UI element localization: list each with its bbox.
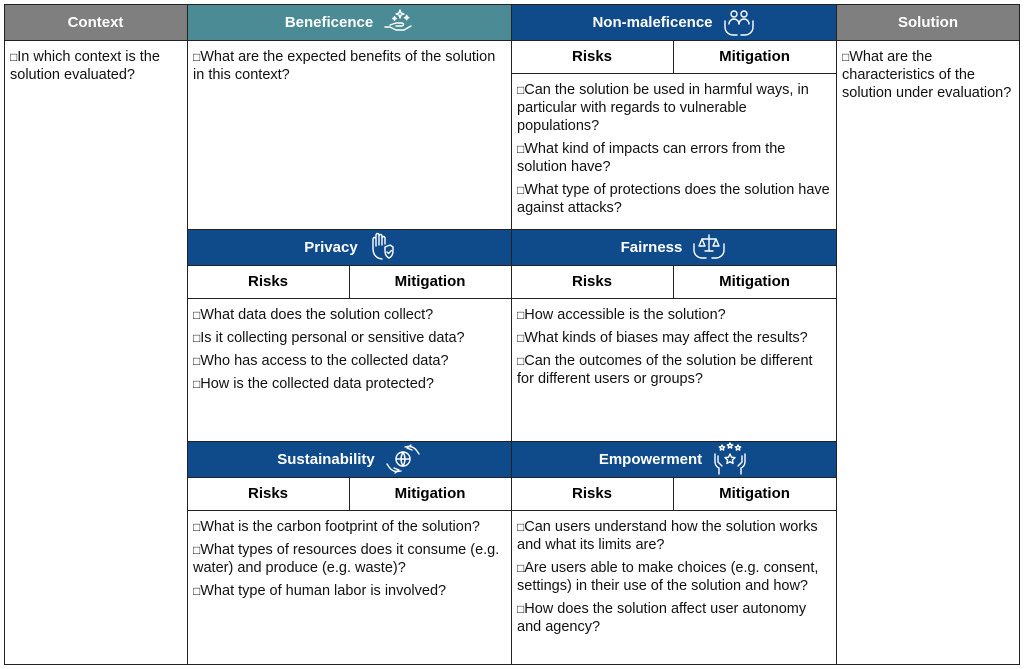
row-divider <box>187 229 836 230</box>
row-divider <box>4 40 1020 41</box>
context-body <box>4 40 187 89</box>
row-divider <box>187 298 836 299</box>
row-divider <box>187 510 836 511</box>
solution-question: □ What are the characteristics of the solution under evaluation? <box>842 48 1014 102</box>
beneficence-question: □ What are the expected benefits of the solution in this context? <box>193 48 505 84</box>
fairness-question: □ Can the outcomes of the solution be different for different users or groups? <box>517 352 830 388</box>
hand-sparkle-icon <box>383 9 413 35</box>
column-divider <box>836 4 837 665</box>
empowerment-header <box>511 441 836 477</box>
mitigation-label: Mitigation <box>719 273 790 290</box>
cell-divider <box>673 40 674 73</box>
sustainability-question: □ What type of human labor is involved? <box>193 582 505 600</box>
sustainability-risks-header <box>187 477 349 510</box>
sustainability-question: □ What types of resources does it consume (e.g. water) and produce (e.g. waste)? <box>193 541 505 577</box>
row-divider <box>187 265 836 266</box>
risks-label: Risks <box>247 273 289 290</box>
fairness-title: Fairness <box>620 238 683 256</box>
context-question: □ In which context is the solution evaluated? <box>10 48 181 84</box>
hands-scale-icon <box>692 232 726 262</box>
fairness-header <box>511 229 836 265</box>
mitigation-label: Mitigation <box>719 485 790 502</box>
row-divider <box>187 441 836 442</box>
cell-divider <box>673 477 674 510</box>
empowerment-question: □ Are users able to make choices (e.g. consent, settings) in their use of the solution and how? <box>517 559 830 595</box>
table-border-left <box>4 4 5 665</box>
solution-header <box>836 4 1020 40</box>
fairness-mitigation-header <box>673 265 836 298</box>
risks-label: Risks <box>571 273 613 290</box>
fairness-question: □ What kinds of biases may affect the results? <box>517 329 830 347</box>
table-border-top <box>4 4 1020 5</box>
non-maleficence-question: □ Can the solution be used in harmful ways, in particular with regards to vulnerable populations? <box>517 81 830 135</box>
non-maleficence-question: □ What kind of impacts can errors from the solution have? <box>517 140 830 176</box>
sustainability-mitigation-header <box>349 477 511 510</box>
non-maleficence-body <box>511 73 836 222</box>
sustainability-title: Sustainability <box>277 450 375 468</box>
column-divider <box>511 4 512 665</box>
column-divider <box>187 4 188 665</box>
hands-stars-icon <box>712 442 748 476</box>
fairness-risks-header <box>511 265 673 298</box>
privacy-question: □ How is the collected data protected? <box>193 375 505 393</box>
non-maleficence-mitigation-header <box>673 40 836 73</box>
cell-divider <box>349 477 350 510</box>
fairness-body <box>511 298 836 393</box>
privacy-question: □ Who has access to the collected data? <box>193 352 505 370</box>
row-divider <box>187 477 836 478</box>
solution-title: Solution <box>898 13 958 31</box>
non-maleficence-question: □ What type of protections does the solution have against attacks? <box>517 181 830 217</box>
non-maleficence-risks-header <box>511 40 673 73</box>
privacy-header <box>187 229 511 265</box>
privacy-title: Privacy <box>304 238 358 256</box>
people-hands-icon <box>723 7 755 37</box>
privacy-question: □ Is it collecting personal or sensitive data? <box>193 329 505 347</box>
table-border-bottom <box>4 664 1020 665</box>
mitigation-label: Mitigation <box>719 48 790 65</box>
hand-shield-icon <box>368 232 394 262</box>
context-title: Context <box>67 13 124 31</box>
cell-divider <box>673 265 674 298</box>
non-maleficence-title: Non-maleficence <box>592 13 713 31</box>
fairness-question: □ How accessible is the solution? <box>517 306 830 324</box>
sustainability-body <box>187 510 511 605</box>
privacy-mitigation-header <box>349 265 511 298</box>
sustainability-question: □ What is the carbon footprint of the solution? <box>193 518 505 536</box>
empowerment-body <box>511 510 836 641</box>
empowerment-question: □ Can users understand how the solution works and what its limits are? <box>517 518 830 554</box>
non-maleficence-header <box>511 4 836 40</box>
privacy-body <box>187 298 511 398</box>
privacy-risks-header <box>187 265 349 298</box>
beneficence-body <box>187 40 511 89</box>
risks-label: Risks <box>571 48 613 65</box>
privacy-question: □ What data does the solution collect? <box>193 306 505 324</box>
row-divider <box>511 73 836 74</box>
table-border-right <box>1019 4 1020 665</box>
mitigation-label: Mitigation <box>394 273 466 290</box>
empowerment-risks-header <box>511 477 673 510</box>
empowerment-title: Empowerment <box>598 450 703 468</box>
context-header <box>4 4 187 40</box>
cell-divider <box>349 265 350 298</box>
beneficence-header <box>187 4 511 40</box>
mitigation-label: Mitigation <box>394 485 466 502</box>
hands-globe-icon <box>385 443 421 475</box>
empowerment-mitigation-header <box>673 477 836 510</box>
solution-body <box>836 40 1020 107</box>
empowerment-question: □ How does the solution affect user autonomy and agency? <box>517 600 830 636</box>
sustainability-header <box>187 441 511 477</box>
risks-label: Risks <box>571 485 613 502</box>
beneficence-title: Beneficence <box>284 13 374 31</box>
risks-label: Risks <box>247 485 289 502</box>
